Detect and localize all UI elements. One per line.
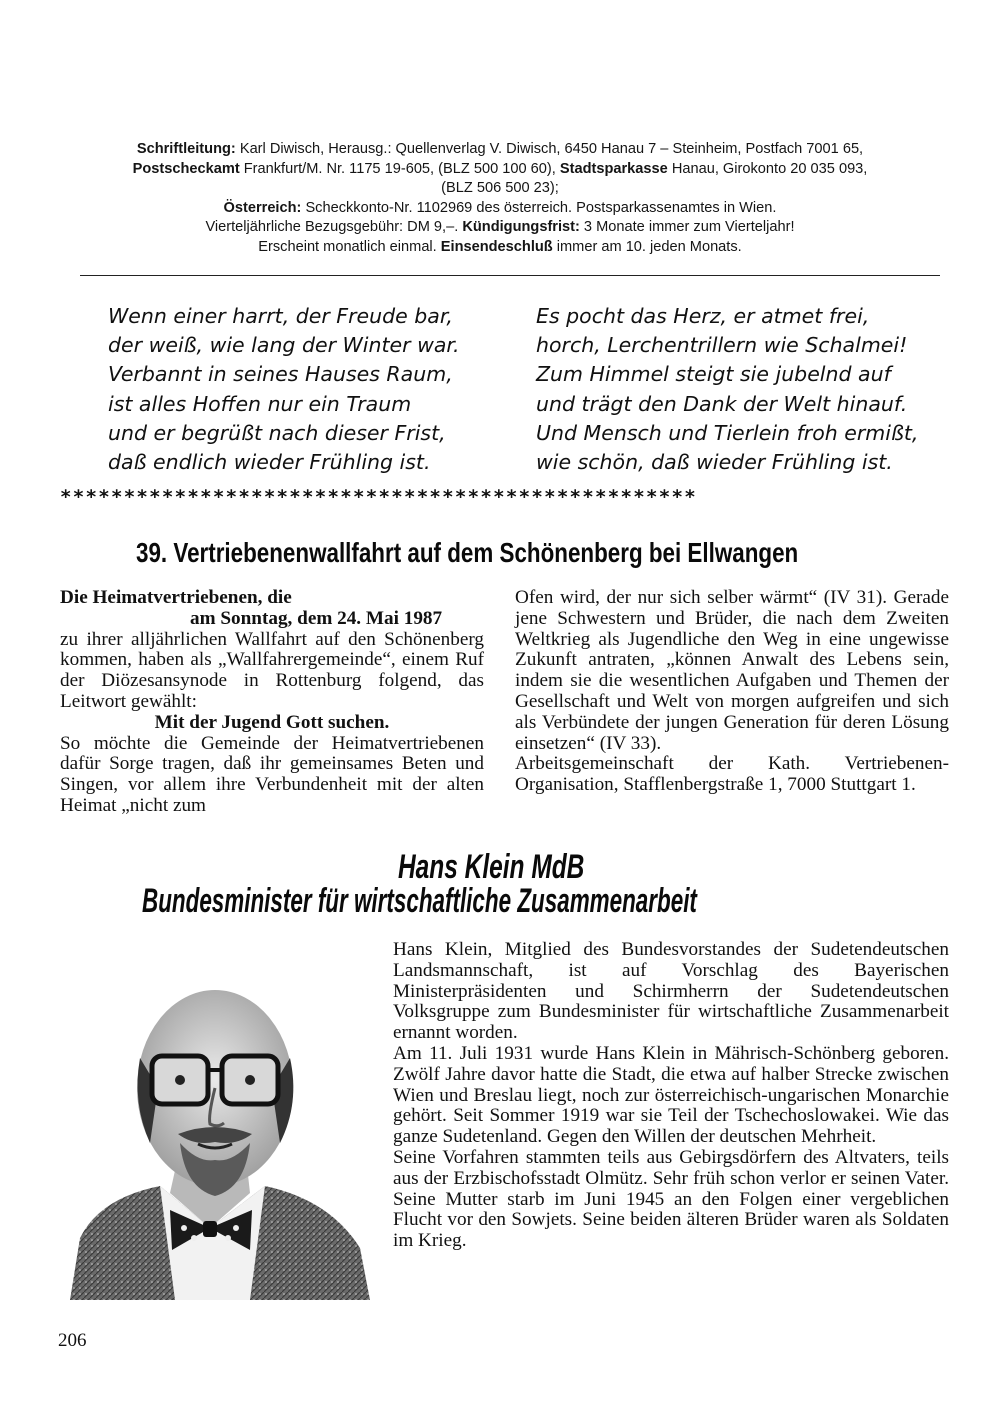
poem-line: Wenn einer harrt, der Freude bar, <box>108 304 453 328</box>
article2-subheadline: Bundesminister für wirtschaftliche Zusammenarbeit <box>142 882 697 920</box>
impressum-text: immer am 10. jeden Monats. <box>552 238 742 255</box>
portrait-photo <box>60 938 370 1300</box>
poem-line: und er begrüßt nach dieser Frist, <box>108 420 446 445</box>
impressum-label: Postscheckamt <box>132 160 240 177</box>
impressum-text: Frankfurt/M. Nr. 1175 19-605, (BLZ 500 100 60), <box>239 160 560 177</box>
impressum-label: Kündigungsfrist: <box>462 219 580 236</box>
article2-paragraph: Hans Klein, Mitglied des Bundesvorstandes der Sudetendeutschen Landsmannschaft, ist auf Vorschlag des Bayerischen Ministerpräsidenten und Schirmherrn der Sudetendeutschen Volksgruppe zum Bundesminister für wirtschaftliche Zusammenarbeit ernannt worden. <box>393 939 949 1044</box>
poem-line: Es pocht das Herz, er atmet frei, <box>536 304 870 328</box>
article2-headline: Hans Klein MdB <box>398 848 585 886</box>
article2-paragraph: Seine Vorfahren stammten teils aus Gebirgsdörfern des Altvaters, teils aus der Erzbischofsstadt Olmütz. Sehr früh schon verlor er seinen Vater. Seine Mutter starb im Juni 1945 an den Folgen einer vergeblichen Flucht vor den Sowjets. Seine beiden älteren Brüder waren als Soldaten im Krieg. <box>393 1146 949 1252</box>
poem-left-column <box>108 302 459 477</box>
impressum-label: Einsendeschluß <box>440 238 553 255</box>
article1-intro-bold: Die Heimatvertriebenen, die <box>60 587 292 608</box>
article1-headline: 39. Vertriebenenwallfahrt auf dem Schönenberg bei Ellwangen <box>136 537 799 568</box>
article1-right-column <box>515 588 949 796</box>
poem-line: wie schön, daß wieder Frühling ist. <box>536 450 893 475</box>
divider-rule <box>80 275 940 276</box>
impressum-text: Vierteljährliche Bezugsgebühr: DM 9,–. <box>205 219 463 236</box>
poem-line: horch, Lerchentrillern wie Schalmei! <box>536 333 908 358</box>
impressum-text: Erscheint monatlich einmal. <box>258 238 441 255</box>
page-number: 206 <box>58 1330 87 1351</box>
poem-line: Verbannt in seines Hauses Raum, <box>108 362 453 387</box>
article1-paragraph: zu ihrer alljährlichen Wallfahrt auf den Schönenberg kommen, haben als „Wallfahrergemeinde“, einem Ruf der Diözesansynode in Rottenburg folgend, das Leitwort gewählt: <box>60 628 484 712</box>
impressum-label: Stadtsparkasse <box>559 160 668 177</box>
impressum-text: 3 Monate immer zum Vierteljahr! <box>579 219 795 236</box>
poem-line: daß endlich wieder Frühling ist. <box>108 450 431 475</box>
poem-line: und trägt den Dank der Welt hinauf. <box>536 391 908 416</box>
impressum-text: (BLZ 506 500 23); <box>441 180 559 197</box>
impressum-text: Hanau, Girokonto 20 035 093, <box>667 160 868 177</box>
poem-line: Zum Himmel steigt sie jubelnd auf <box>536 362 891 387</box>
poem-line: ist alles Hoffen nur ein Traum <box>108 391 412 416</box>
impressum-label: Österreich: <box>223 199 302 216</box>
article2-paragraph: Am 11. Juli 1931 wurde Hans Klein in Mährisch-Schönberg geboren. Zwölf Jahre davor hatte die Stadt, die etwa auf halber Strecke zwischen Wien und Breslau liegt, noch zur österreichisch-ungarischen Monarchie gehört. Seit Sommer 1919 war sie Teil der Tschechoslowakei. Wie das ganze Sudetenland. Gegen den Willen der deutschen Mehrheit. <box>393 1042 949 1148</box>
article1-motto: Mit der Jugend Gott suchen. <box>154 711 390 733</box>
poem-right-column <box>536 302 918 477</box>
article1-paragraph: Ofen wird, der nur sich selber wärmt“ (IV 31). Gerade jene Schwestern und Brüder, die nach dem Zweiten Weltkrieg als Jugendliche den Weg in eine ungewisse Zukunft antraten, „können Anwalt des Lebens sein, indem sie die wesentlichen Aufgaben und Themen der Gesellschaft und Welt von morgen aufgreifen und sich als Verbündete der jungen Generation für deren Lösung einsetzen“ (IV 33). <box>515 587 949 754</box>
impressum <box>60 140 940 258</box>
poem-line: der weiß, wie lang der Winter war. <box>108 333 460 358</box>
article2-body <box>393 940 949 1252</box>
star-separator: ************************************************** <box>60 486 697 508</box>
impressum-text: Karl Diwisch, Herausg.: Quellenverlag V. Diwisch, 6450 Hanau 7 – Steinheim, Postfach 7001 65, <box>235 141 864 157</box>
article1-date-bold: am Sonntag, dem 24. Mai 1987 <box>190 607 443 629</box>
article1-footer: Arbeitsgemeinschaft der Kath. Vertriebenen-Organisation, Stafflenbergstraße 1, 7000 Stuttgart 1. <box>515 753 949 796</box>
article1-left-column <box>60 588 484 817</box>
impressum-text: Scheckkonto-Nr. 1102969 des österreich. Postsparkassenamtes in Wien. <box>301 199 777 216</box>
impressum-label: Schriftleitung: <box>136 141 236 157</box>
portrait-illustration <box>60 938 370 1300</box>
poem-line: Und Mensch und Tierlein froh ermißt, <box>536 420 919 445</box>
article1-paragraph: So möchte die Gemeinde der Heimatvertriebenen dafür Sorge tragen, daß ihr gemeinsames Beten und Singen, vor allem ihre Verbundenheit mit der alten Heimat „nicht zum <box>60 732 484 816</box>
